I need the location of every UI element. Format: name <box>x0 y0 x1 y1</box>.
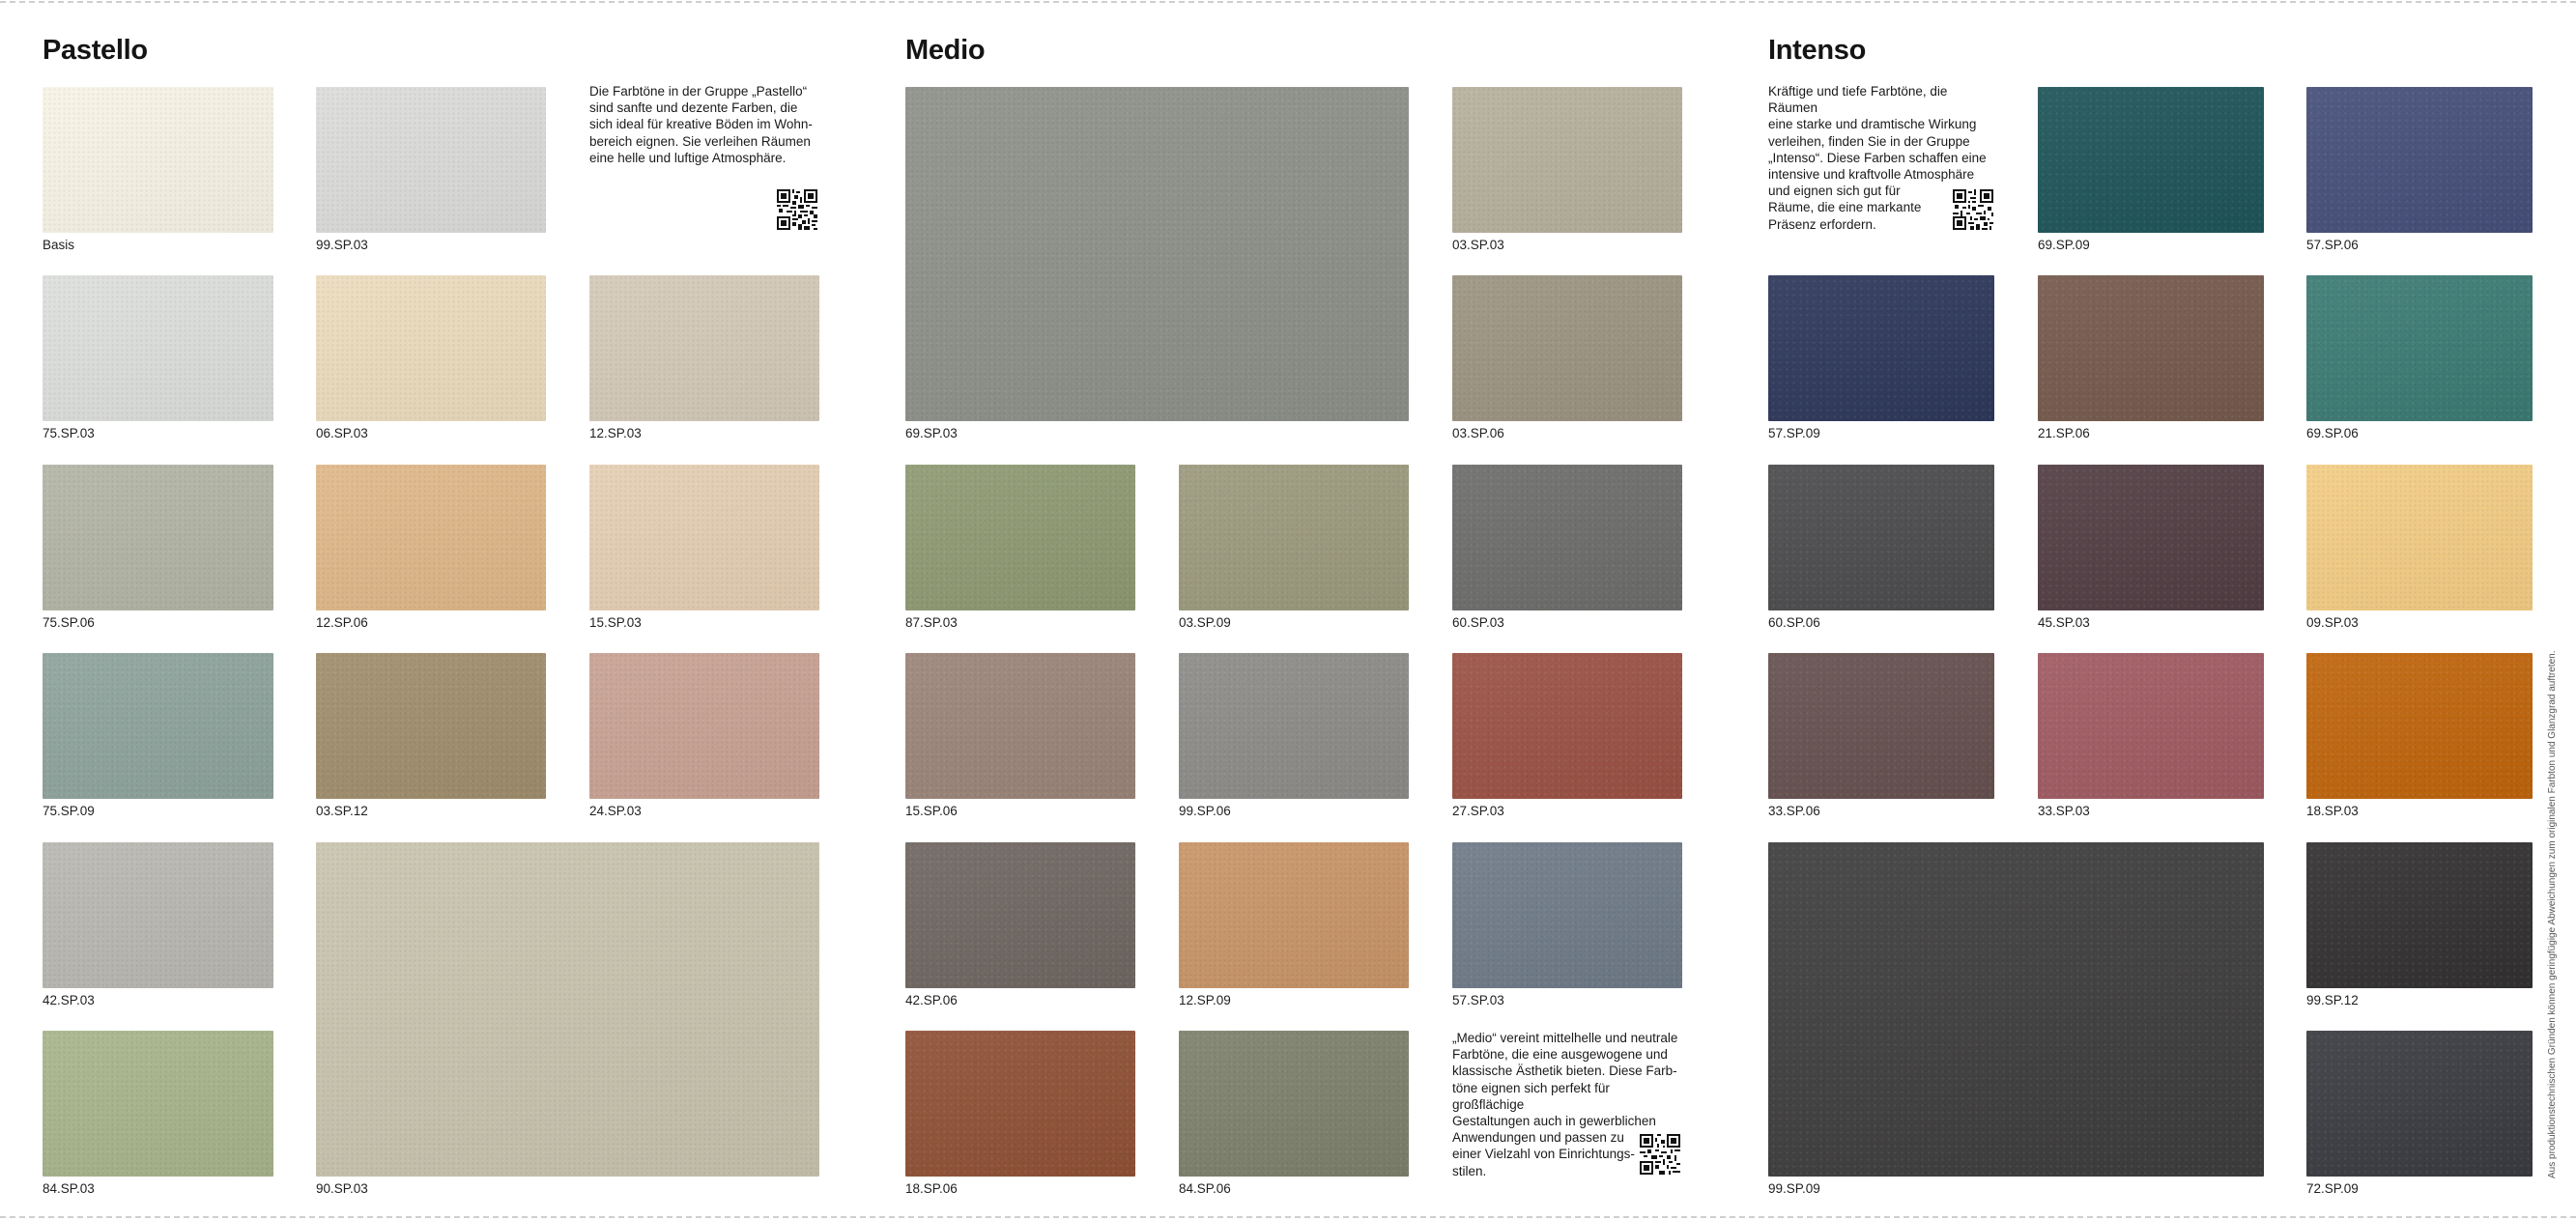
bottom-dashed-border <box>0 1216 2576 1218</box>
color-swatch[interactable] <box>2038 87 2264 233</box>
swatch-label: 18.SP.06 <box>905 1181 958 1196</box>
swatch-label: 03.SP.06 <box>1452 426 1504 440</box>
color-swatch[interactable] <box>905 842 1135 988</box>
swatch-label: 69.SP.03 <box>905 426 958 440</box>
swatch-label: 57.SP.09 <box>1768 426 1820 440</box>
swatch-label: 03.SP.12 <box>316 804 368 818</box>
description-intenso: Kräftige und tiefe Farbtöne, die Räumen eine starke und dramtische Wirkung verleihen, finden Sie in der Gruppe „Intenso“. Diese Farben schaffen eine intensive und kraftvolle Atmosphäre und eignen sich gut für Räume, die eine markante Präsenz erfordern. <box>1768 84 1987 232</box>
swatch-label: 75.SP.06 <box>43 615 95 630</box>
color-swatch[interactable] <box>2306 87 2533 233</box>
swatch-label: 87.SP.03 <box>905 615 958 630</box>
color-swatch[interactable] <box>1452 465 1682 610</box>
swatch-label: Basis <box>43 238 75 252</box>
swatch-label: 75.SP.09 <box>43 804 95 818</box>
swatch-label: 99.SP.06 <box>1179 804 1231 818</box>
swatch-label: 42.SP.06 <box>905 993 958 1007</box>
swatch-label: 57.SP.03 <box>1452 993 1504 1007</box>
color-swatch[interactable] <box>2038 275 2264 421</box>
swatch-label: 18.SP.03 <box>2306 804 2359 818</box>
color-swatch[interactable] <box>589 275 819 421</box>
color-swatch[interactable] <box>43 842 273 988</box>
swatch-label: 24.SP.03 <box>589 804 642 818</box>
color-swatch[interactable] <box>589 465 819 610</box>
swatch-label: 99.SP.09 <box>1768 1181 1820 1196</box>
color-swatch[interactable] <box>1452 842 1682 988</box>
color-swatch[interactable] <box>1179 842 1409 988</box>
color-swatch[interactable] <box>316 842 819 1177</box>
swatch-label: 33.SP.03 <box>2038 804 2090 818</box>
swatch-label: 42.SP.03 <box>43 993 95 1007</box>
color-swatch[interactable] <box>316 465 546 610</box>
qr-code-icon[interactable] <box>1640 1134 1680 1175</box>
color-swatch[interactable] <box>1179 465 1409 610</box>
color-swatch[interactable] <box>905 465 1135 610</box>
swatch-label: 90.SP.03 <box>316 1181 368 1196</box>
color-swatch[interactable] <box>2306 465 2533 610</box>
swatch-label: 45.SP.03 <box>2038 615 2090 630</box>
section-title-medio: Medio <box>905 35 986 66</box>
color-swatch[interactable] <box>2306 1031 2533 1177</box>
swatch-label: 99.SP.12 <box>2306 993 2359 1007</box>
description-medio: „Medio“ vereint mittelhelle und neutrale Farbtöne, die eine ausgewogene und klassische Ästhetik bieten. Diese Farb- töne eignen sich perfekt für großflächige Gestaltungen auch in gewerblichen Anwendungen und passen zu einer Vielzahl von Einrichtungs- stilen. <box>1452 1031 1678 1178</box>
swatch-label: 72.SP.09 <box>2306 1181 2359 1196</box>
swatch-label: 60.SP.06 <box>1768 615 1820 630</box>
swatch-label: 12.SP.09 <box>1179 993 1231 1007</box>
swatch-label: 03.SP.03 <box>1452 238 1504 252</box>
qr-code-icon[interactable] <box>777 189 817 230</box>
color-swatch[interactable] <box>43 653 273 799</box>
top-dashed-border <box>0 1 2576 3</box>
color-swatch[interactable] <box>1452 275 1682 421</box>
color-swatch[interactable] <box>905 653 1135 799</box>
color-swatch[interactable] <box>2306 842 2533 988</box>
color-swatch[interactable] <box>43 275 273 421</box>
swatch-label: 12.SP.03 <box>589 426 642 440</box>
color-swatch[interactable] <box>43 465 273 610</box>
description-pastello: Die Farbtöne in der Gruppe „Pastello“ sind sanfte und dezente Farben, die sich ideal für kreative Böden im Wohn- bereich eignen. Sie verleihen Räumen eine helle und luftige Atmosphäre. <box>589 84 813 165</box>
color-swatch[interactable] <box>43 1031 273 1177</box>
color-swatch[interactable] <box>316 653 546 799</box>
color-swatch[interactable] <box>316 87 546 233</box>
swatch-label: 09.SP.03 <box>2306 615 2359 630</box>
color-swatch[interactable] <box>1179 653 1409 799</box>
swatch-label: 33.SP.06 <box>1768 804 1820 818</box>
section-title-pastello: Pastello <box>43 35 148 66</box>
color-swatch[interactable] <box>905 1031 1135 1177</box>
swatch-label: 03.SP.09 <box>1179 615 1231 630</box>
section-title-intenso: Intenso <box>1768 35 1867 66</box>
swatch-label: 75.SP.03 <box>43 426 95 440</box>
color-swatch[interactable] <box>316 275 546 421</box>
color-swatch[interactable] <box>1768 842 2264 1177</box>
qr-code-icon[interactable] <box>1953 189 1993 230</box>
swatch-label: 60.SP.03 <box>1452 615 1504 630</box>
swatch-label: 15.SP.06 <box>905 804 958 818</box>
color-swatch[interactable] <box>1452 653 1682 799</box>
color-swatch[interactable] <box>1768 465 1994 610</box>
swatch-label: 27.SP.03 <box>1452 804 1504 818</box>
color-swatch[interactable] <box>905 87 1409 421</box>
color-swatch[interactable] <box>1768 275 1994 421</box>
color-swatch[interactable] <box>2306 653 2533 799</box>
color-swatch[interactable] <box>1179 1031 1409 1177</box>
swatch-label: 57.SP.06 <box>2306 238 2359 252</box>
swatch-label: 99.SP.03 <box>316 238 368 252</box>
color-swatch[interactable] <box>1452 87 1682 233</box>
swatch-label: 21.SP.06 <box>2038 426 2090 440</box>
color-swatch[interactable] <box>589 653 819 799</box>
color-swatch[interactable] <box>2038 465 2264 610</box>
color-swatch[interactable] <box>2038 653 2264 799</box>
swatch-label: 69.SP.09 <box>2038 238 2090 252</box>
swatch-label: 84.SP.03 <box>43 1181 95 1196</box>
color-swatch[interactable] <box>2306 275 2533 421</box>
disclaimer-note: Aus produktionstechnischen Gründen können geringfügige Abweichungen zum originalen Farbton und Glanzgrad auftreten. <box>2547 650 2558 1178</box>
swatch-label: 15.SP.03 <box>589 615 642 630</box>
swatch-label: 12.SP.06 <box>316 615 368 630</box>
color-swatch[interactable] <box>43 87 273 233</box>
swatch-label: 69.SP.06 <box>2306 426 2359 440</box>
swatch-label: 84.SP.06 <box>1179 1181 1231 1196</box>
color-swatch[interactable] <box>1768 653 1994 799</box>
swatch-label: 06.SP.03 <box>316 426 368 440</box>
